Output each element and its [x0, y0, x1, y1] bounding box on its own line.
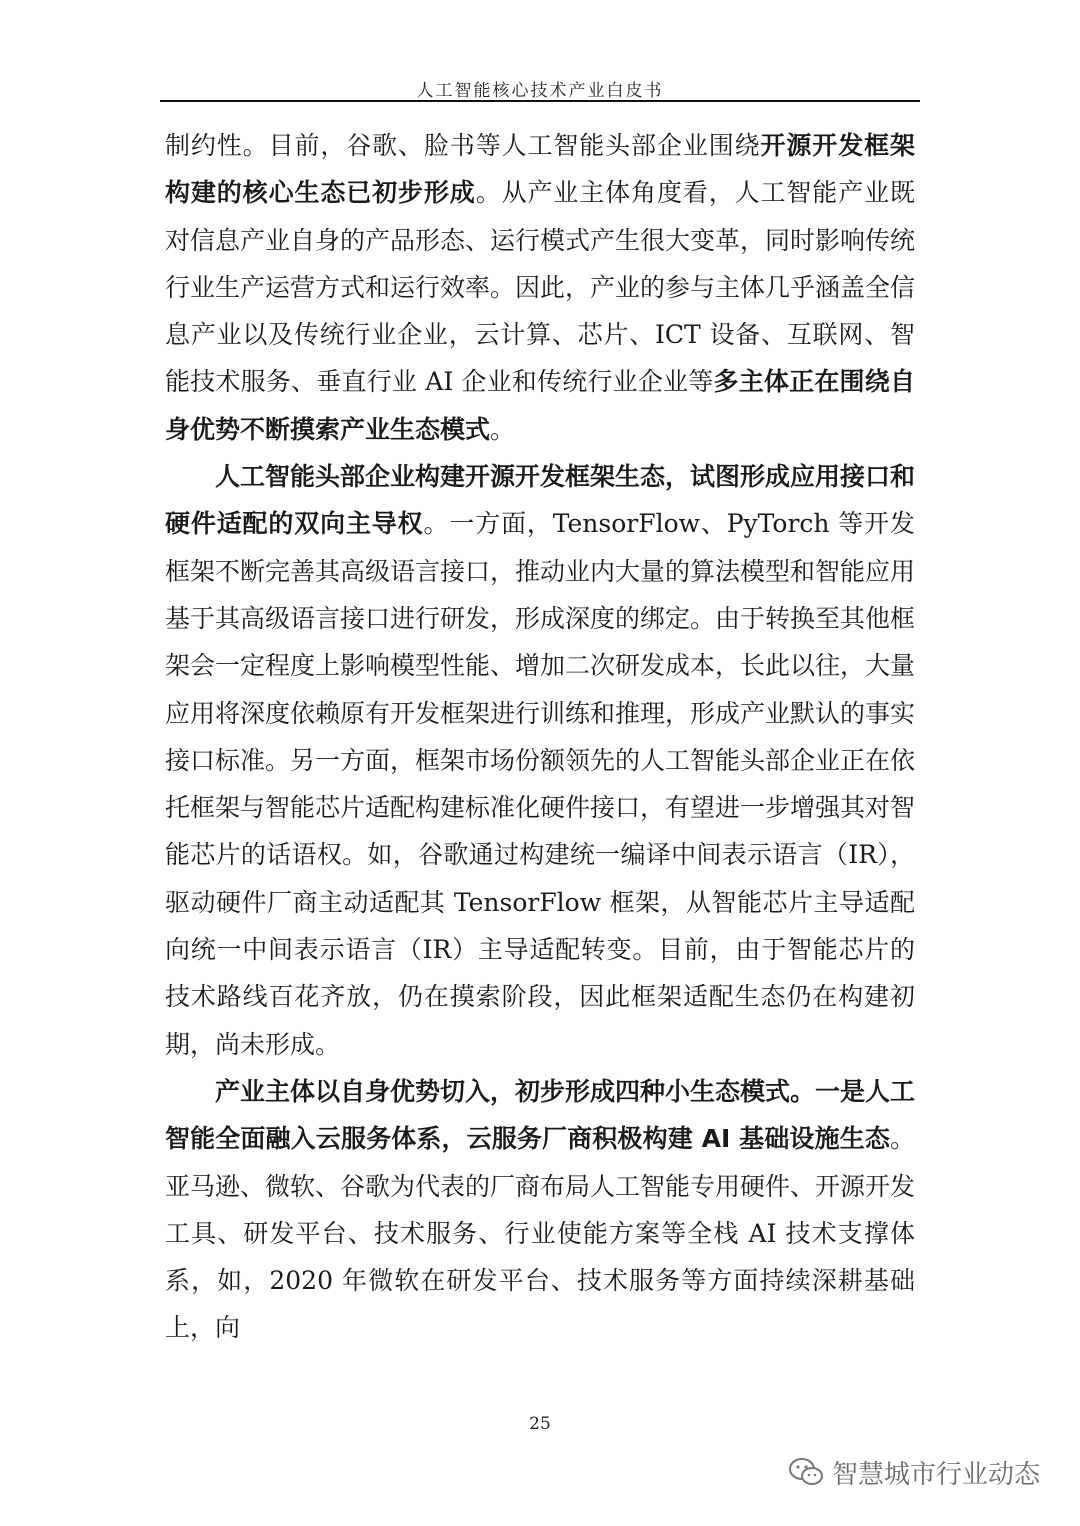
header-rule: [160, 100, 920, 102]
bold-run: 产业主体以自身优势切入，初步形成四种小生态模式。一是人工智能全面融入云服务体系，云服务厂商积极构建 AI 基础设施生态: [165, 1076, 916, 1154]
text-run: 。亚马逊、微软、谷歌为代表的厂商布局人工智能专用硬件、开源开发工具、研发平台、技术服务、行业使能方案等全栈 AI 技术支撑体系，如，2020 年微软在研发平台、技术服务等方面持续深耕基础上，向: [165, 1124, 916, 1343]
watermark: [788, 1452, 1040, 1492]
paragraph-1: [165, 122, 915, 453]
text-run: 。: [490, 414, 516, 444]
paragraph-3: [165, 1068, 915, 1352]
document-body: [165, 122, 915, 1352]
wechat-icon: [788, 1457, 824, 1487]
bold-run: 多主体正在围绕自身优势不断摸索产业生态模式: [165, 367, 915, 444]
paragraph-2: [165, 453, 915, 1068]
page-number: 25: [529, 1414, 551, 1434]
bold-run: 开源开发框架构建的核心生态已初步形成: [165, 131, 915, 208]
text-run: 。从产业主体角度看，人工智能产业既对信息产业自身的产品形态、运行模式产生很大变革，同时影响传统行业生产运营方式和运行效率。因此，产业的参与主体几乎涵盖全信息产业以及传统行业企业，云计算、芯片、ICT 设备、互联网、智能技术服务、垂直行业 AI 企业和传统行业企业等: [165, 178, 916, 397]
document-header: 人工智能核心技术产业白皮书: [416, 81, 664, 101]
watermark-text: 智慧城市行业动态: [832, 1459, 1041, 1490]
text-run: 制约性。目前，谷歌、脸书等人工智能头部企业围绕: [165, 131, 761, 160]
bold-run: 人工智能头部企业构建开源开发框架生态，试图形成应用接口和硬件适配的双向主导权: [165, 462, 916, 539]
text-run: 。一方面，TensorFlow、PyTorch 等开发框架不断完善其高级语言接口，推动业内大量的算法模型和智能应用基于其高级语言接口进行研发，形成深度的绑定。由于转换至其他框架会一定程度上影响模型性能、增加二次研发成本，长此以往，大量应用将深度依赖原有开发框架进行训练和推理，形成产业默认的事实接口标准。另一方面，框架市场份额领先的人工智能头部企业正在依托框架与智能芯片适配构建标准化硬件接口，有望进一步增强其对智能芯片的话语权。如，谷歌通过构建统一编译中间表示语言（IR），驱动硬件厂商主动适配其 TensorFlow 框架，从智能芯片主导适配向统一中间表示语言（IR）主导适配转变。目前，由于智能芯片的技术路线百花齐放，仍在摸索阶段，因此框架适配生态仍在构建初期，尚未形成。: [165, 509, 916, 1059]
